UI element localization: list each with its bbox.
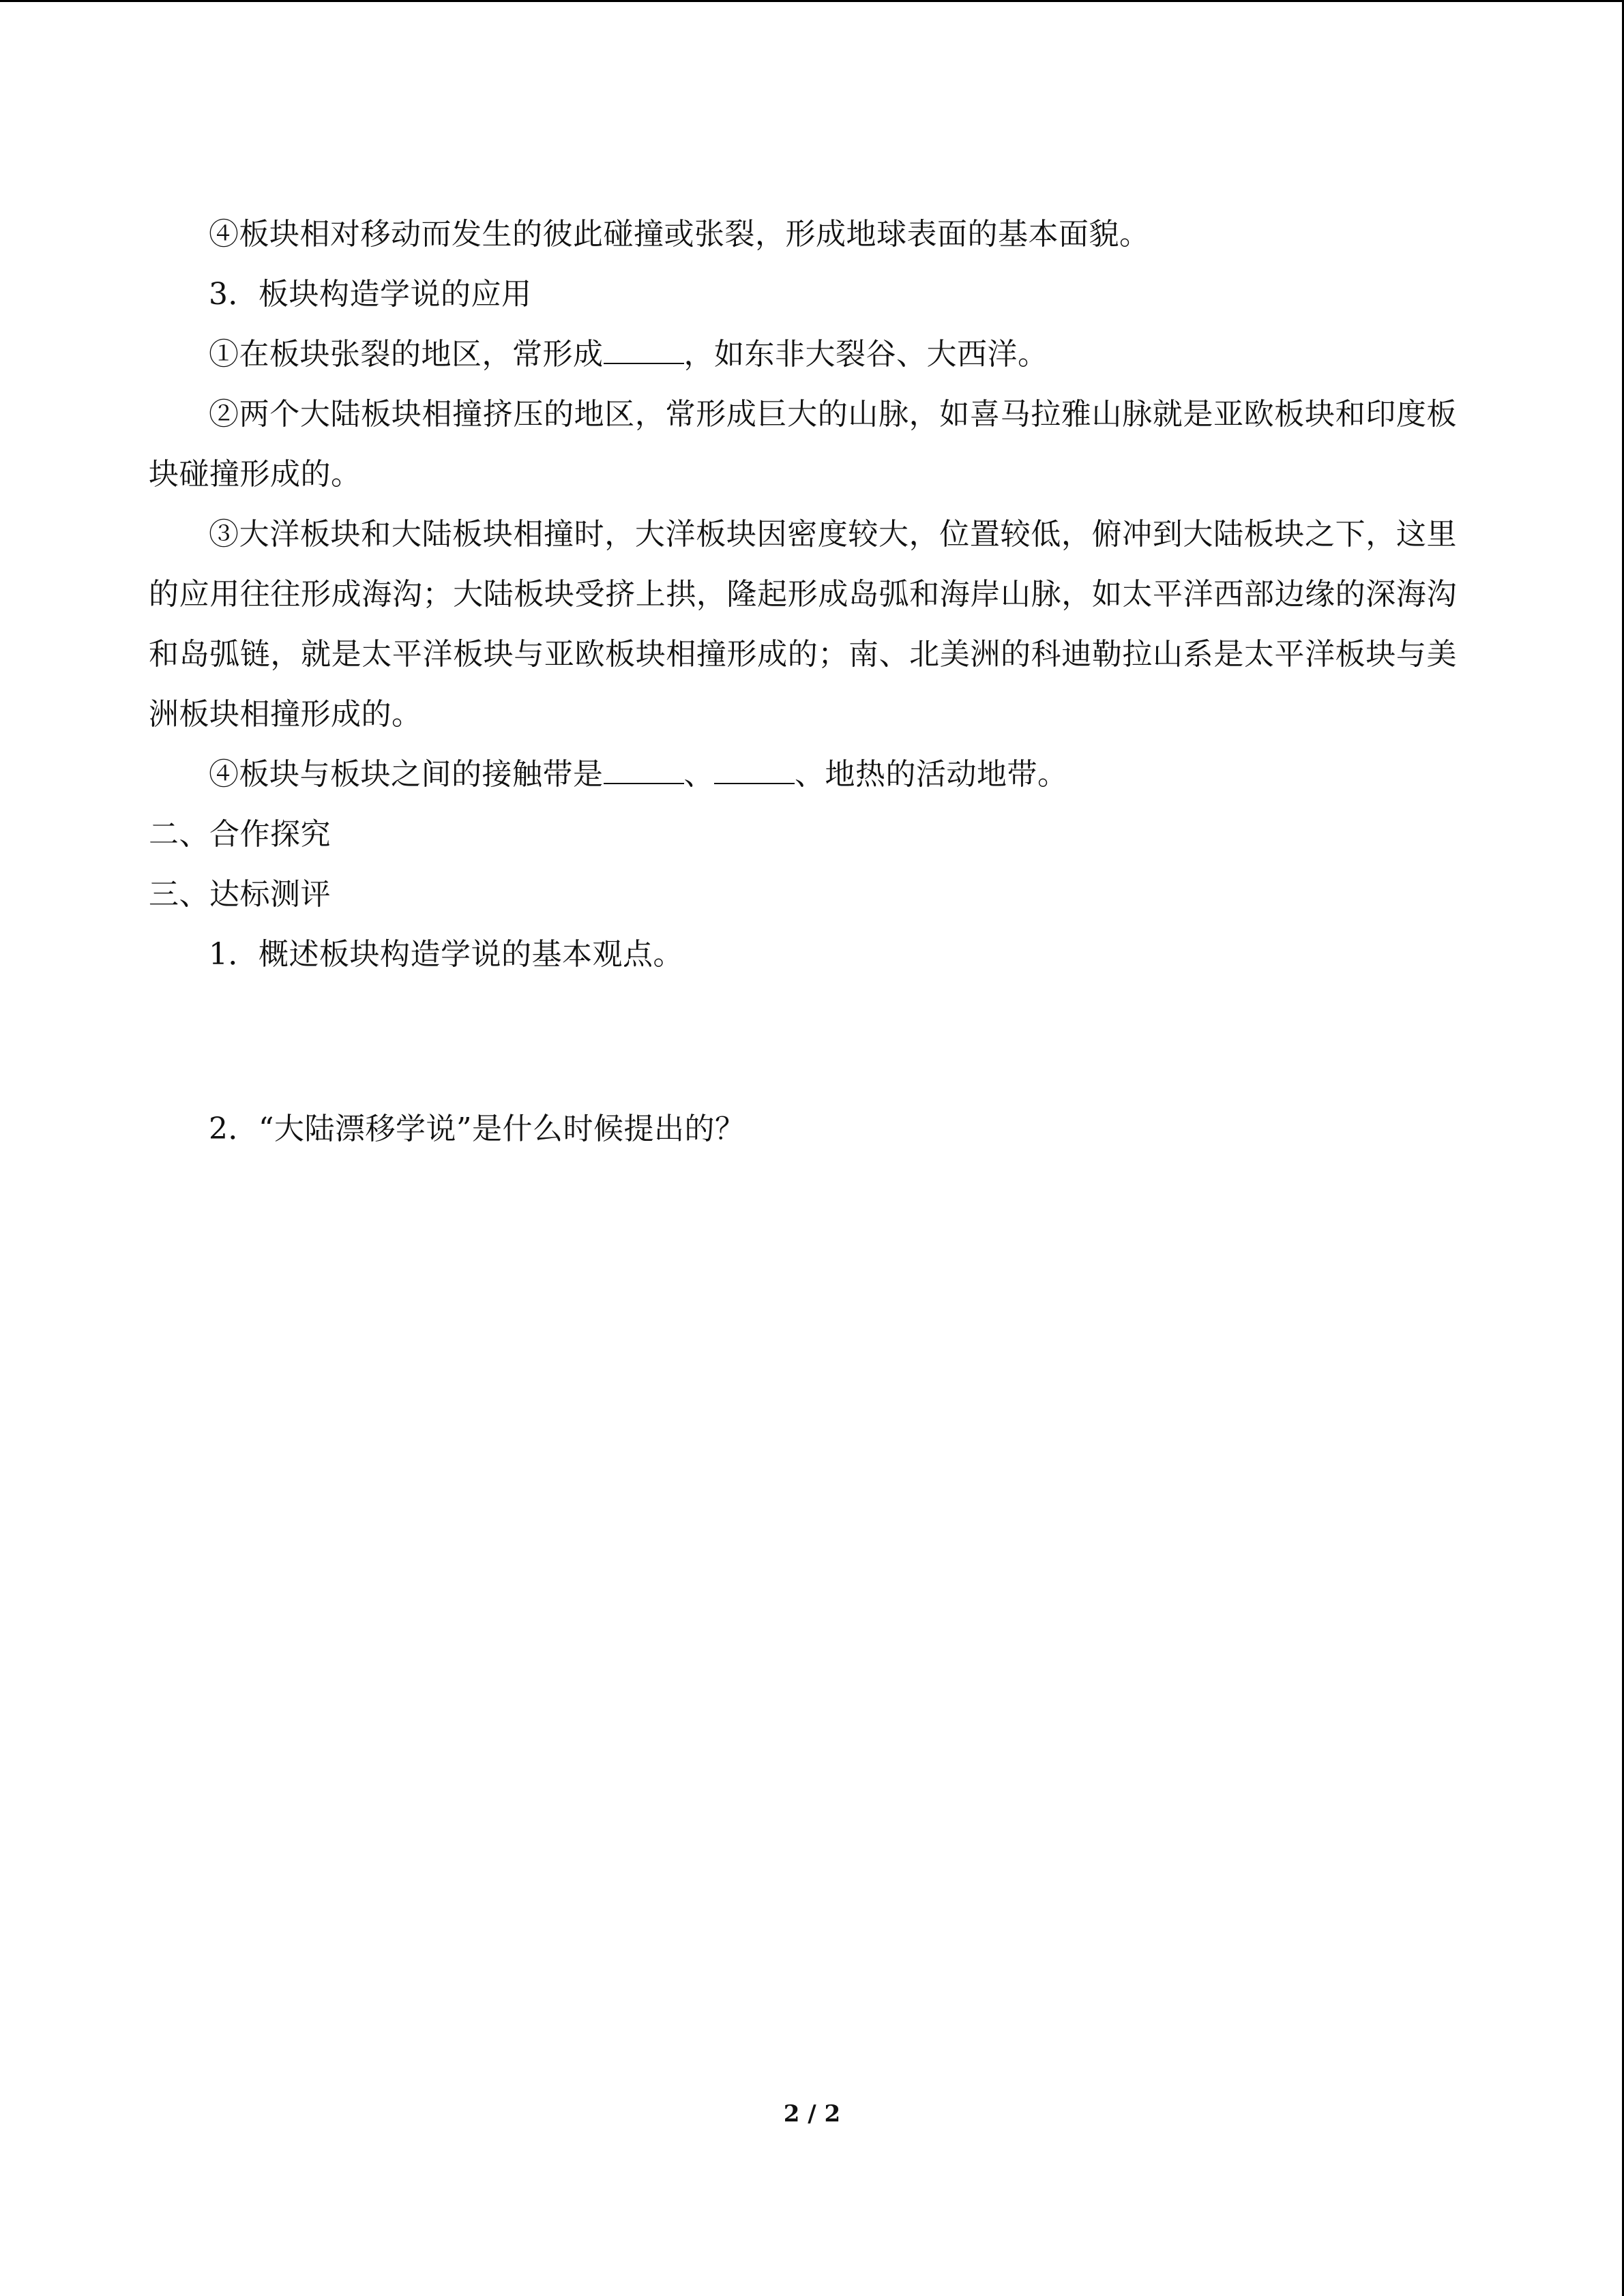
application-4: ④板块与板块之间的接触带是 、 、地热的活动地带。 — [149, 745, 1457, 805]
question-2: 2．“大陆漂移学说”是什么时候提出的？ — [209, 1112, 745, 1146]
top-border — [0, 0, 1624, 2]
fill-blank-1[interactable] — [604, 334, 684, 364]
question-1: 1．概述板块构造学说的基本观点。 — [209, 937, 683, 972]
fill-blank-2[interactable] — [604, 754, 684, 784]
fill-blank-3[interactable] — [714, 754, 795, 784]
document-page — [149, 205, 1457, 1159]
application-3: ③大洋板块和大陆板块相撞时，大洋板块因密度较大，位置较低，俯冲到大陆板块之下，这里的应用往往形成海沟；大陆板块受挤上拱，隆起形成岛弧和海岸山脉，如太平洋西部边缘的深海沟和岛弧链，就是太平洋板块与亚欧板块相撞形成的；南、北美洲的科迪勒拉山系是太平洋板块与美洲板块相撞形成的。 — [149, 517, 1457, 732]
application-2: ②两个大陆板块相撞挤压的地区，常形成巨大的山脉，如喜马拉雅山脉就是亚欧板块和印度板块碰撞形成的。 — [149, 397, 1457, 492]
heading-3-application: 3．板块构造学说的应用 — [209, 277, 532, 312]
section-three-heading: 三、达标测评 — [149, 877, 331, 912]
answer-space-1[interactable] — [149, 985, 1457, 1099]
point-4-formation: ④板块相对移动而发生的彼此碰撞或张裂，形成地球表面的基本面貌。 — [209, 217, 1150, 252]
section-two-heading: 二、合作探究 — [149, 817, 331, 852]
application-1: ①在板块张裂的地区，常形成 ，如东非大裂谷、大西洋。 — [149, 325, 1457, 385]
page-number: 2 / 2 — [783, 2100, 841, 2128]
